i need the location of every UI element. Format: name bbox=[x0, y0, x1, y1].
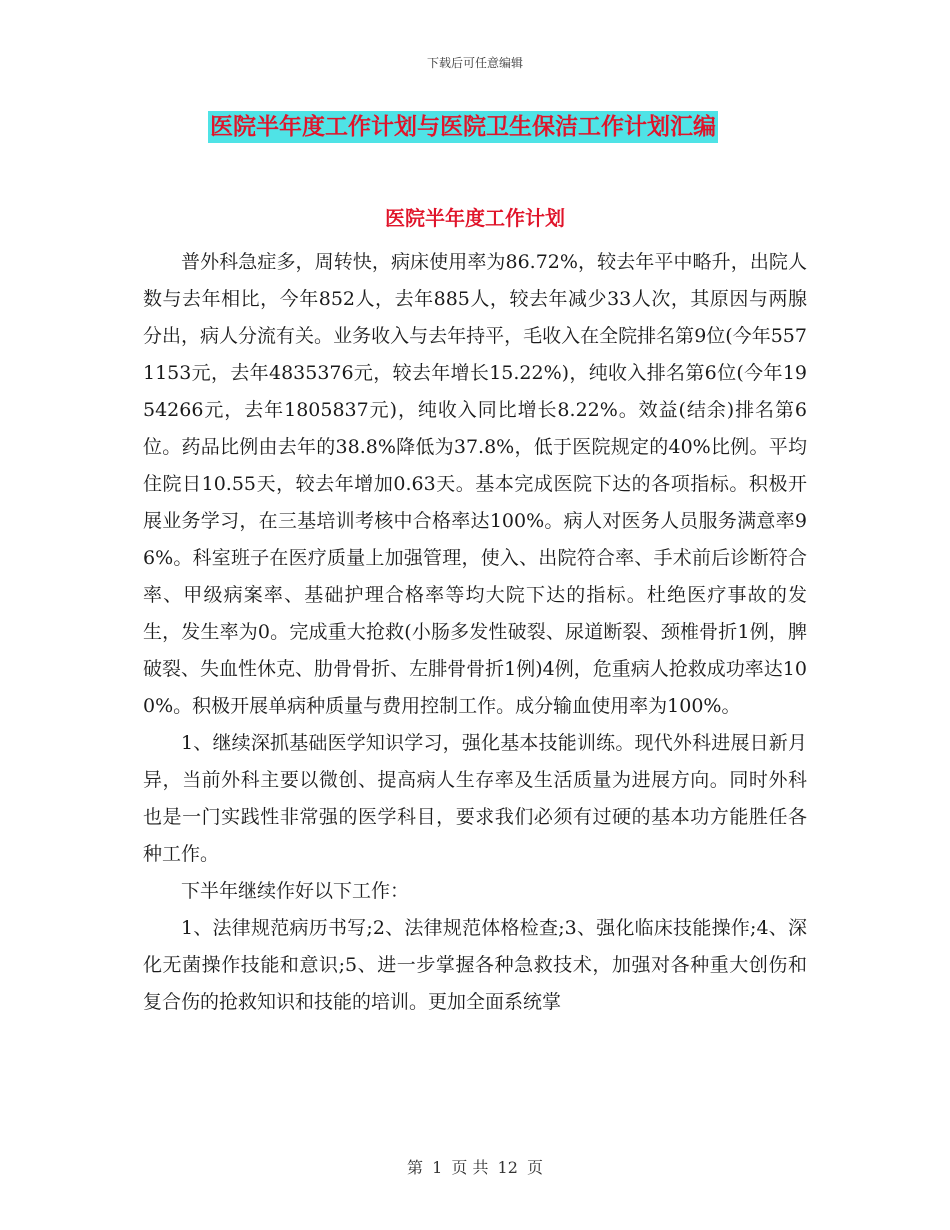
main-title-container bbox=[208, 111, 788, 143]
body-text bbox=[143, 244, 807, 1021]
paragraph: 下半年继续作好以下工作： bbox=[181, 880, 410, 902]
footer-middle: 页 共 bbox=[451, 1158, 489, 1177]
paragraph: 1、法律规范病历书写;2、法律规范体格检查;3、强化临床技能操作;4、深化无菌操作技能和意识;5、进一步掌握各种急救技术，加强对各种重大创伤和复合伤的抢救知识和技能的培训。更加全面系统掌 bbox=[143, 917, 807, 1013]
paragraph: 普外科急症多，周转快，病床使用率为86.72%，较去年平中略升，出院人数与去年相比，今年852人，去年885人，较去年减少33人次，其原因与两腺分出，病人分流有关。业务收入与去年持平，毛收入在全院排名第9位(今年5571153元，去年4835376元，较去年增长15.22%)，纯收入排名第6位(今年1954266元，去年1805837元)，纯收入同比增长8.22%。效益(结余)排名第6位。药品比例由去年的38.8%降低为37.8%，低于医院规定的40%比例。平均住院日10.55天，较去年增加0.63天。基本完成医院下达的各项指标。积极开展业务学习，在三基培训考核中合格率达100%。病人对医务人员服务满意率96%。科室班子在医疗质量上加强管理，使入、出院符合率、手术前后诊断符合率、甲级病案率、基础护理合格率等均大院下达的指标。杜绝医疗事故的发生，发生率为0。完成重大抢救(小肠多发性破裂、尿道断裂、颈椎骨折1例，脾破裂、失血性休克、肋骨骨折、左腓骨骨折1例)4例，危重病人抢救成功率达100%。积极开展单病种质量与费用控制工作。成分输血使用率为100%。 bbox=[143, 251, 807, 717]
page-number: 1 bbox=[432, 1158, 443, 1177]
total-pages: 12 bbox=[497, 1158, 518, 1177]
footer-suffix: 页 bbox=[527, 1158, 544, 1177]
main-title: 医院半年度工作计划与医院卫生保洁工作计划汇编 bbox=[208, 111, 718, 143]
paragraph: 1、继续深抓基础医学知识学习，强化基本技能训练。现代外科进展日新月异，当前外科主要以微创、提高病人生存率及生活质量为进展方向。同时外科也是一门实践性非常强的医学科目，要求我们必须有过硬的基本功方能胜任各种工作。 bbox=[143, 732, 807, 865]
section-title: 医院半年度工作计划 bbox=[385, 206, 565, 230]
page-footer bbox=[0, 1155, 950, 1178]
footer-prefix: 第 bbox=[406, 1158, 423, 1177]
header-note: 下载后可任意编辑 bbox=[426, 56, 523, 70]
